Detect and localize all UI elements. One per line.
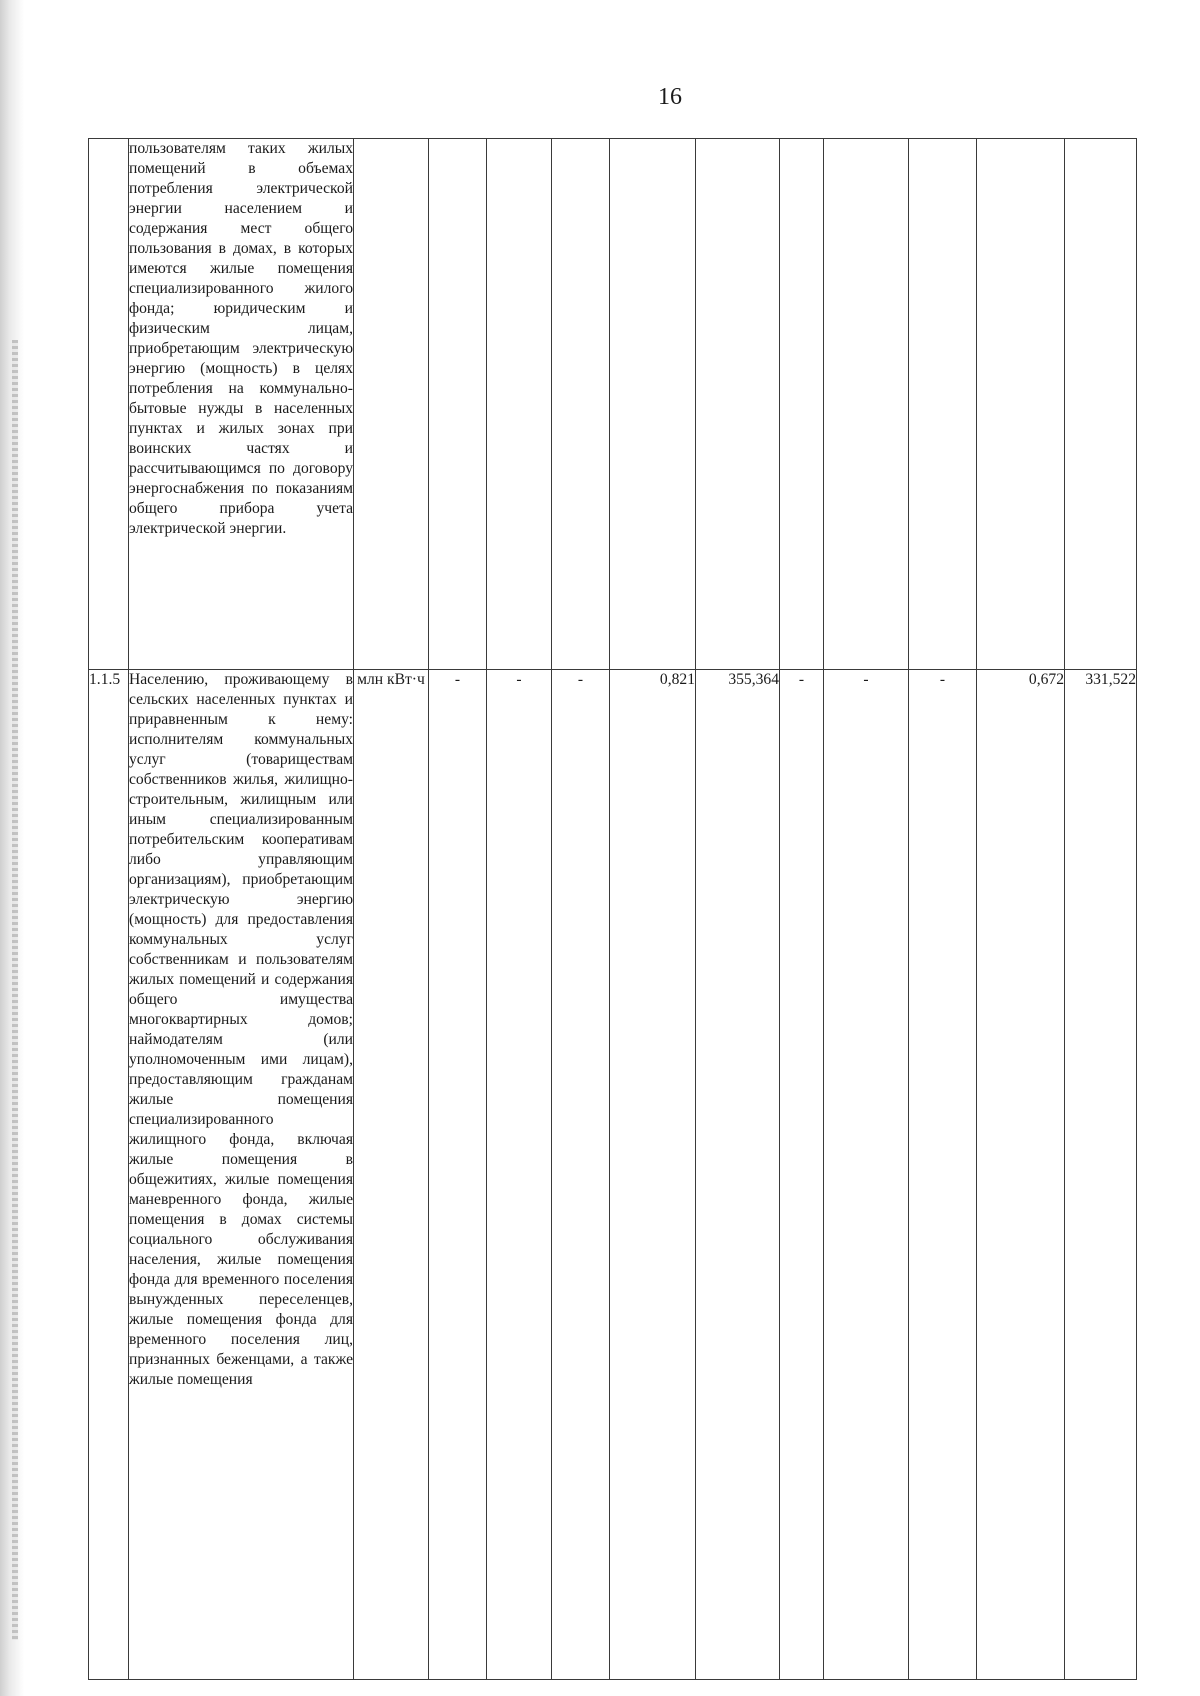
value-cell — [1065, 139, 1137, 670]
row-code: 1.1.5 — [89, 670, 129, 1680]
value-cell: 331,522 — [1065, 670, 1137, 1680]
row-description-text: пользователям таких жилых помещений в объемах потребления электрической энергии населением и содержания мест общего пользования в домах, в которых имеются жилые помещения специализированного жилого фонда; юридическим и физическим лицам, приобретающим электрическую энергию (мощность) в целях потребления на коммунально-бытовые нужды в населенных пунктах и жилых зонах при воинских частях и рассчитывающимся по договору энергоснабжения по показаниям общего прибора учета электрической энергии. — [129, 140, 353, 537]
value-cell: 355,364 — [696, 670, 780, 1680]
row-unit: млн кВт·ч — [354, 670, 429, 1680]
value-cell — [610, 139, 696, 670]
row-description-text: Населению, проживающему в сельских населенных пунктах и приравненным к нему: исполнителям коммунальных услуг (товариществам собственников жилья, жилищно-строительным, жилищным или иным специализированным потребительским кооперативам либо управляющим организациям), приобретающим электрическую энергию (мощность) для предоставления коммунальных услуг собственникам и пользователям жилых помещений и содержания общего имущества многоквартирных домов; наймодателям (или уполномоченным ими лицам), предоставляющим гражданам жилые помещения специализированного жилищного фонда, включая жилые помещения в общежитиях, жилые помещения маневренного фонда, жилые помещения в домах системы социального обслуживания населения, жилые помещения фонда для временного поселения вынужденных переселенцев, жилые помещения фонда для временного поселения лиц, признанных беженцами, а также жилые помещения — [129, 671, 353, 1388]
table-row — [89, 139, 1137, 670]
value-cell — [977, 139, 1065, 670]
row-code — [89, 139, 129, 670]
value-cell: - — [487, 670, 552, 1680]
row-description — [129, 139, 354, 670]
table-row — [89, 670, 1137, 1680]
value-cell: 0,821 — [610, 670, 696, 1680]
row-unit — [354, 139, 429, 670]
value-cell — [696, 139, 780, 670]
value-cell — [909, 139, 977, 670]
page-number: 16 — [658, 84, 682, 110]
row-description — [129, 670, 354, 1680]
scan-binding-marks — [12, 340, 18, 1640]
value-cell — [487, 139, 552, 670]
value-cell — [824, 139, 909, 670]
value-cell — [429, 139, 487, 670]
value-cell: 0,672 — [977, 670, 1065, 1680]
value-cell: - — [552, 670, 610, 1680]
value-cell: - — [780, 670, 824, 1680]
value-cell: - — [429, 670, 487, 1680]
value-cell — [552, 139, 610, 670]
tariff-volume-table — [88, 138, 1137, 1680]
value-cell: - — [824, 670, 909, 1680]
value-cell — [780, 139, 824, 670]
value-cell: - — [909, 670, 977, 1680]
